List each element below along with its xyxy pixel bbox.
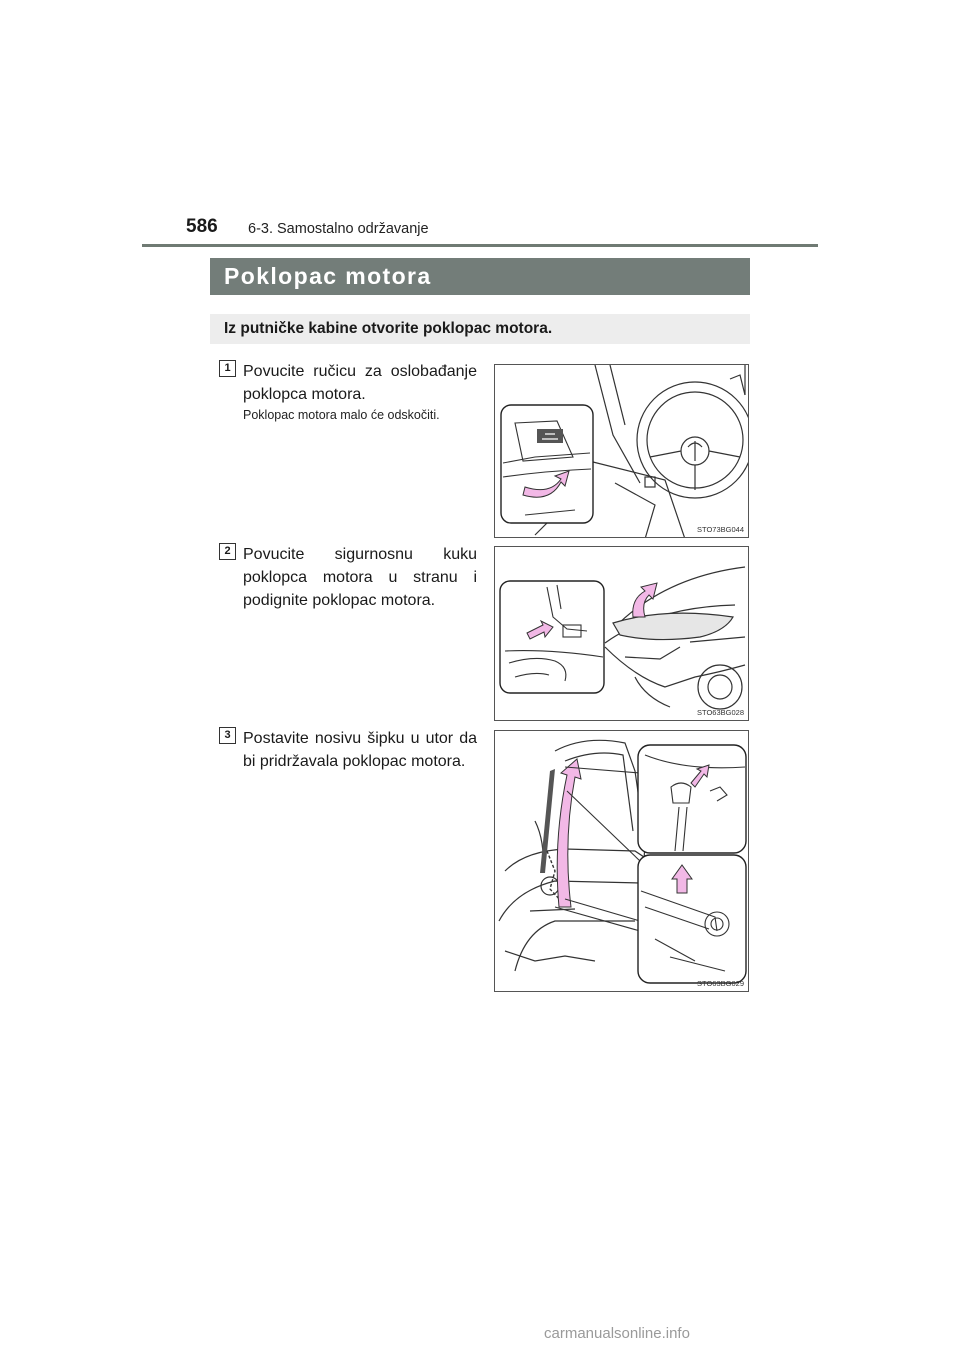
step-text-2: Povucite sigurnosnu kuku poklopca motora u stranu i podignite poklopac motora. <box>243 546 477 609</box>
figure-code-1: STO73BG044 <box>697 525 744 534</box>
hood-support-rod-icon <box>495 731 749 992</box>
header-rule <box>142 244 818 247</box>
step-number-2: 2 <box>219 543 236 560</box>
watermark: carmanualsonline.info <box>544 1325 690 1342</box>
figure-code-3: STO63BG029 <box>697 979 744 988</box>
figure-support-rod <box>494 730 749 992</box>
intro-box: Iz putničke kabine otvorite poklopac motora. <box>210 314 750 344</box>
figure-code-2: STO63BG028 <box>697 708 744 717</box>
step-note-1: Poklopac motora malo će odskočiti. <box>243 408 440 422</box>
page-number: 586 <box>186 216 218 237</box>
step-number-1: 1 <box>219 360 236 377</box>
figure-hood-release <box>494 364 749 538</box>
hood-release-lever-icon <box>495 365 749 538</box>
hood-safety-catch-icon <box>495 547 749 721</box>
page-title: Poklopac motora <box>210 258 750 295</box>
step-number-3: 3 <box>219 727 236 744</box>
step-text-1: Povucite ručicu za oslobađanje poklopca motora. <box>243 363 477 403</box>
section-title: 6-3. Samostalno održavanje <box>248 221 429 237</box>
figure-safety-catch <box>494 546 749 721</box>
step-text-3: Postavite nosivu šipku u utor da bi pridržavala poklopac motora. <box>243 730 477 770</box>
